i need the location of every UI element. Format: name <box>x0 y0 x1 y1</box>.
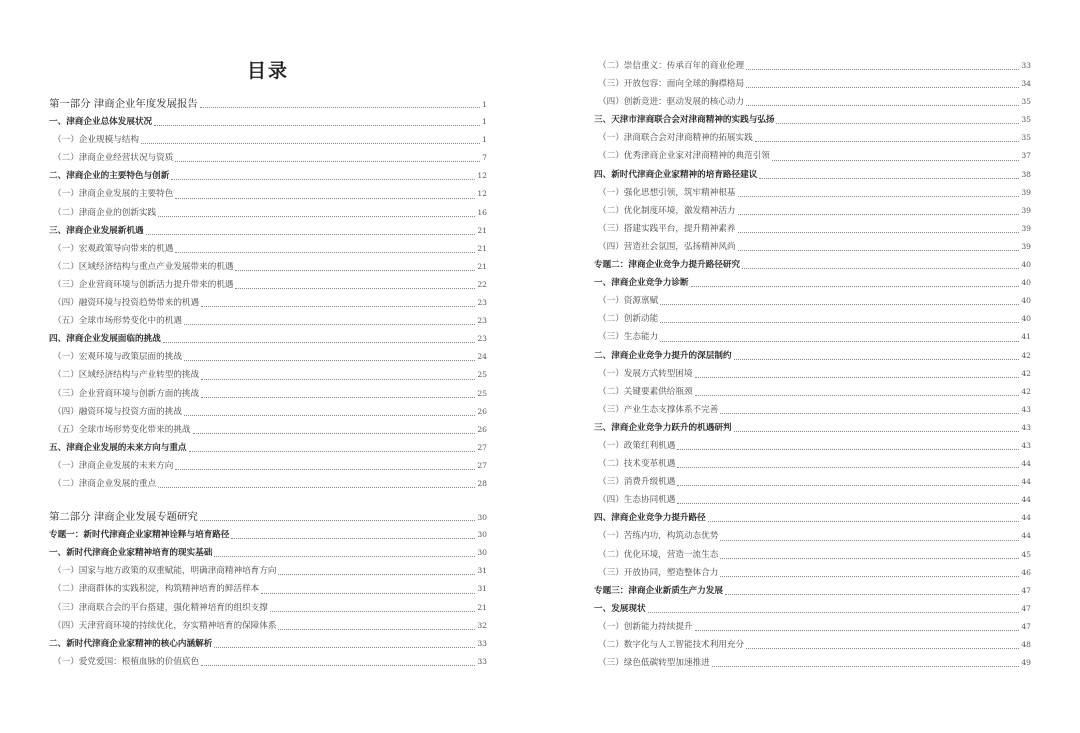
toc-entry-page: 1 <box>482 135 487 145</box>
toc-entry-page: 12 <box>477 189 487 199</box>
toc-entry-label: （五）全球市场形势变化中的机遇 <box>53 316 182 327</box>
toc-entry[interactable] <box>594 509 1031 527</box>
toc-entry-page: 40 <box>1021 296 1031 306</box>
toc-entry[interactable] <box>49 276 487 294</box>
toc-entry[interactable] <box>594 527 1031 545</box>
toc-entry-label: 三、天津市津商联合会对津商精神的实践与弘扬 <box>594 115 775 126</box>
dot-leader <box>231 537 475 539</box>
dot-leader <box>175 160 480 162</box>
toc-entry-page: 33 <box>477 638 487 648</box>
dot-leader <box>677 502 1019 504</box>
toc-entry-page: 30 <box>477 513 487 523</box>
toc-entry-page: 23 <box>477 316 487 326</box>
toc-entry[interactable] <box>49 457 487 475</box>
dot-leader <box>261 592 475 594</box>
toc-entry-label: 专题二：津商企业竞争力提升路径研究 <box>594 260 741 271</box>
toc-entry-page: 43 <box>1021 404 1031 414</box>
toc-entry-page: 31 <box>477 566 487 576</box>
dot-leader <box>695 376 1020 378</box>
dot-leader <box>189 450 476 452</box>
toc-entry-label: （二）津商群体的实践积淀，构筑精神培育的鲜活样本 <box>53 584 260 595</box>
dot-leader <box>738 195 1020 197</box>
dot-leader <box>154 124 480 126</box>
toc-entry[interactable] <box>49 294 487 312</box>
toc-entry[interactable] <box>594 564 1031 582</box>
toc-entry-page: 32 <box>477 620 487 630</box>
dot-leader <box>193 432 476 434</box>
toc-entry[interactable] <box>49 95 487 113</box>
toc-entry-page: 45 <box>1021 549 1031 559</box>
dot-leader <box>184 359 475 361</box>
dot-leader <box>201 305 475 307</box>
toc-entry[interactable] <box>49 599 487 617</box>
toc-entry-page: 42 <box>1021 350 1031 360</box>
toc-entry[interactable] <box>594 166 1031 184</box>
dot-leader <box>738 231 1020 233</box>
toc-entry[interactable] <box>49 617 487 635</box>
dot-leader <box>201 396 475 398</box>
dot-leader <box>695 629 1020 631</box>
toc-entry[interactable] <box>49 258 487 276</box>
toc-entry-label: （四）融资环境与投资方面的挑战 <box>53 406 182 417</box>
toc-entry[interactable] <box>594 292 1031 310</box>
dot-leader <box>184 323 475 325</box>
toc-entry[interactable] <box>594 473 1031 491</box>
toc-entry-label: 四、津商企业竞争力提升路径 <box>594 513 706 524</box>
toc-entry-page: 41 <box>1021 332 1031 342</box>
dot-leader <box>201 378 475 380</box>
dot-leader <box>677 484 1019 486</box>
toc-entry[interactable] <box>594 437 1031 455</box>
toc-entry-page: 16 <box>477 207 487 217</box>
toc-entry-label: （二）优化环境，营造一流生态 <box>598 549 719 560</box>
toc-entry-page: 33 <box>1021 61 1031 70</box>
toc-entry-page: 48 <box>1021 640 1031 649</box>
toc-entry-label: （二）创新动能 <box>598 314 659 325</box>
dot-leader <box>720 575 1019 577</box>
toc-entry-label: （三）绿色低碳转型加速推进 <box>598 658 710 669</box>
toc-entry-page: 30 <box>477 548 487 558</box>
toc-entry-label: （一）爱党爱国：根植血脉的价值底色 <box>53 656 200 667</box>
dot-leader <box>746 104 1019 106</box>
toc-entry-label: 一、津商企业总体发展状况 <box>49 117 153 128</box>
dot-leader <box>677 466 1019 468</box>
dot-leader <box>708 520 1020 522</box>
toc-entry-label: （二）崇信重义：传承百年的商业伦理 <box>598 61 745 71</box>
toc-entry[interactable] <box>49 475 487 493</box>
toc-entry[interactable] <box>594 401 1031 419</box>
dot-leader <box>201 664 475 666</box>
toc-entry-page: 39 <box>1021 205 1031 215</box>
toc-entry[interactable] <box>594 111 1031 129</box>
toc-entry-page: 27 <box>477 460 487 470</box>
dot-leader <box>746 86 1019 88</box>
toc-entry[interactable] <box>49 385 487 403</box>
toc-entry-page: 38 <box>1021 169 1031 179</box>
dot-leader <box>734 430 1020 432</box>
toc-entry-page: 40 <box>1021 278 1031 288</box>
toc-entry-label: （一）宏观环境与政策层面的挑战 <box>53 352 182 363</box>
dot-leader <box>734 358 1020 360</box>
toc-entry-page: 31 <box>477 584 487 594</box>
toc-entry-page: 44 <box>1021 459 1031 469</box>
dot-leader <box>278 573 475 575</box>
toc-entry-label: （三）消费升级机遇 <box>598 477 676 488</box>
toc-entry-page: 43 <box>1021 422 1031 432</box>
toc-entry[interactable] <box>49 508 487 526</box>
dot-leader <box>175 468 475 470</box>
toc-entry-page: 25 <box>477 388 487 398</box>
toc-entry[interactable] <box>594 419 1031 437</box>
toc-entry[interactable] <box>49 439 487 457</box>
toc-entry-label: （三）搭建实践平台，提升精神素养 <box>598 223 736 234</box>
toc-entry-label: （二）关键要素供给瓶颈 <box>598 386 693 397</box>
toc-entry-page: 39 <box>1021 187 1031 197</box>
toc-entry-label: （四）融资环境与投资趋势带来的机遇 <box>53 298 200 309</box>
toc-entry-page: 37 <box>1021 151 1031 161</box>
toc-entry-page: 47 <box>1021 603 1031 613</box>
toc-entry[interactable] <box>49 204 487 222</box>
toc-entry-label: （四）生态协同机遇 <box>598 495 676 506</box>
dot-leader <box>270 610 475 612</box>
toc-list-left <box>49 95 487 671</box>
dot-leader <box>175 197 475 199</box>
toc-entry[interactable] <box>49 348 487 366</box>
toc-list-right <box>594 57 1031 672</box>
toc-entry-label: 二、津商企业的主要特色与创新 <box>49 171 170 182</box>
dot-leader <box>214 555 475 557</box>
toc-entry[interactable] <box>594 202 1031 220</box>
toc-entry-label: （三）开放包容：面向全球的胸襟格局 <box>598 79 745 90</box>
dot-leader <box>184 414 475 416</box>
toc-entry-label: （三）开放协同，塑造整体合力 <box>598 567 719 578</box>
toc-entry-page: 23 <box>477 298 487 308</box>
toc-entry-label: 专题一：新时代津商企业家精神诠释与培育路径 <box>49 530 230 541</box>
toc-entry-page: 27 <box>477 442 487 452</box>
toc-entry-label: （一）津商企业发展的未来方向 <box>53 460 174 471</box>
toc-entry[interactable] <box>49 403 487 421</box>
toc-entry-label: 四、新时代津商企业家精神的培育路径建议 <box>594 169 758 180</box>
toc-entry[interactable] <box>49 421 487 439</box>
toc-entry[interactable] <box>594 600 1031 618</box>
toc-entry-page: 21 <box>477 261 487 271</box>
toc-entry-label: （一）企业规模与结构 <box>53 135 139 146</box>
toc-entry[interactable] <box>49 131 487 149</box>
toc-entry[interactable] <box>594 383 1031 401</box>
toc-entry-page: 44 <box>1021 495 1031 505</box>
toc-entry-label: （一）宏观政策导向带来的机遇 <box>53 243 174 254</box>
toc-entry-page: 35 <box>1021 133 1031 143</box>
toc-entry-page: 21 <box>477 225 487 235</box>
toc-entry-label: （一）津商联合会对津商精神的拓展实践 <box>598 133 753 144</box>
toc-entry-label: 一、津商企业竞争力诊断 <box>594 278 689 289</box>
toc-entry-label: （三）产业生态支撑体系不完善 <box>598 404 719 415</box>
toc-entry-label: 专题三：津商企业新质生产力发展 <box>594 585 723 596</box>
toc-entry[interactable] <box>594 274 1031 292</box>
toc-entry-label: 第二部分 津商企业发展专题研究 <box>49 511 198 524</box>
toc-entry-label: （二）数字化与人工智能技术利用充分 <box>598 640 745 650</box>
toc-entry[interactable] <box>594 582 1031 600</box>
dot-leader <box>200 519 476 521</box>
toc-entry[interactable] <box>49 149 487 167</box>
toc-entry-label: （三）生态能力 <box>598 332 659 343</box>
toc-entry-label: 二、津商企业竞争力提升的深层制约 <box>594 350 732 361</box>
toc-entry-label: （二）津商企业经营状况与资质 <box>53 153 174 164</box>
toc-entry-page: 21 <box>477 243 487 253</box>
dot-leader <box>278 628 475 630</box>
toc-entry-label: （二）津商企业的创新实践 <box>53 207 157 218</box>
toc-entry-label: （五）全球市场形势变化带来的挑战 <box>53 424 191 435</box>
toc-entry[interactable] <box>49 185 487 203</box>
dot-leader <box>695 394 1020 396</box>
page-title: 目录 <box>246 60 289 82</box>
toc-entry-label: 二、新时代津商企业家精神的核心内涵解析 <box>49 638 213 649</box>
dot-leader <box>691 285 1020 287</box>
dot-leader <box>677 448 1019 450</box>
toc-entry-page: 25 <box>477 370 487 380</box>
toc-entry-label: （二）区域经济结构与重点产业发展带来的机遇 <box>53 261 234 272</box>
toc-entry-page: 12 <box>477 171 487 181</box>
dot-leader <box>158 486 475 488</box>
toc-entry[interactable] <box>49 526 487 544</box>
toc-entry[interactable] <box>594 636 1031 654</box>
toc-entry-page: 42 <box>1021 368 1031 378</box>
toc-entry-label: （三）企业营商环境与创新活力提升带来的机遇 <box>53 279 234 290</box>
toc-entry[interactable] <box>594 310 1031 328</box>
toc-entry-page: 44 <box>1021 531 1031 541</box>
toc-entry[interactable] <box>594 328 1031 346</box>
dot-leader <box>720 539 1019 541</box>
toc-entry[interactable] <box>594 129 1031 147</box>
toc-entry-label: （一）资源禀赋 <box>598 296 659 307</box>
dot-leader <box>158 215 475 217</box>
toc-entry-label: （二）优化制度环境，激发精神活力 <box>598 205 736 216</box>
toc-entry-page: 24 <box>477 352 487 362</box>
dot-leader <box>725 593 1019 595</box>
toc-entry-page: 35 <box>1021 115 1031 125</box>
dot-leader <box>141 142 480 144</box>
toc-entry-label: （四）创新竞进：驱动发展的核心动力 <box>598 97 745 108</box>
dot-leader <box>660 340 1019 342</box>
toc-entry-label: （一）发展方式转型困境 <box>598 368 693 379</box>
toc-entry[interactable] <box>594 546 1031 564</box>
toc-entry-page: 46 <box>1021 567 1031 577</box>
dot-leader <box>648 611 1020 613</box>
dot-leader <box>772 159 1019 161</box>
toc-entry[interactable] <box>594 618 1031 636</box>
toc-entry-page: 44 <box>1021 513 1031 523</box>
toc-entry-page: 1 <box>482 117 487 127</box>
toc-entry[interactable] <box>49 635 487 653</box>
toc-entry-page: 1 <box>482 100 487 109</box>
toc-entry-page: 33 <box>477 656 487 666</box>
dot-leader <box>235 287 475 289</box>
toc-entry-label: （一）创新能力持续提升 <box>598 621 693 632</box>
toc-entry[interactable] <box>49 580 487 598</box>
dot-leader <box>163 341 476 343</box>
toc-entry-label: （四）营造社会氛围，弘扬精神风尚 <box>598 241 736 252</box>
toc-entry[interactable] <box>594 347 1031 365</box>
toc-entry-page: 47 <box>1021 621 1031 631</box>
toc-entry[interactable] <box>594 57 1031 75</box>
toc-entry-label: 五、津商企业发展的未来方向与重点 <box>49 442 187 453</box>
toc-entry-page: 34 <box>1021 79 1031 89</box>
toc-entry-page: 26 <box>477 424 487 434</box>
toc-entry-page: 43 <box>1021 440 1031 450</box>
toc-entry[interactable] <box>594 93 1031 111</box>
toc-entry[interactable] <box>594 184 1031 202</box>
dot-leader <box>214 646 475 648</box>
dot-leader <box>660 321 1019 323</box>
dot-leader <box>738 249 1020 251</box>
toc-entry-label: 一、发展现状 <box>594 603 646 614</box>
toc-entry-page: 40 <box>1021 314 1031 324</box>
toc-entry-page: 7 <box>482 153 487 163</box>
toc-entry-label: （一）政策红利机遇 <box>598 440 676 451</box>
toc-entry[interactable] <box>594 75 1031 93</box>
toc-entry-label: 三、津商企业竞争力跃升的机遇研判 <box>594 422 732 433</box>
dot-leader <box>146 233 476 235</box>
dot-leader <box>171 178 475 180</box>
toc-entry-label: （二）优秀津商企业家对津商精神的典范引领 <box>598 151 770 162</box>
toc-entry-page: 49 <box>1021 658 1031 668</box>
toc-entry[interactable] <box>49 330 487 348</box>
dot-leader <box>755 140 1020 142</box>
toc-entry-label: 四、津商企业发展面临的挑战 <box>49 334 161 345</box>
toc-entry-page: 22 <box>477 279 487 289</box>
toc-entry-page: 47 <box>1021 585 1031 595</box>
toc-entry[interactable] <box>594 256 1031 274</box>
toc-entry[interactable] <box>594 491 1031 509</box>
dot-leader <box>776 122 1019 124</box>
dot-leader <box>720 412 1019 414</box>
toc-entry-page: 21 <box>477 602 487 612</box>
toc-entry-label: （一）津商企业发展的主要特色 <box>53 189 174 200</box>
toc-entry[interactable] <box>594 365 1031 383</box>
toc-entry-label: 一、新时代津商企业家精神培育的现实基础 <box>49 548 213 559</box>
toc-entry[interactable] <box>594 455 1031 473</box>
toc-entry-label: （四）天津营商环境的持续优化，夯实精神培育的保障体系 <box>53 620 277 631</box>
dot-leader <box>759 177 1019 179</box>
toc-entry-label: 第一部分 津商企业年度发展报告 <box>49 98 198 110</box>
toc-entry-page: 23 <box>477 334 487 344</box>
dot-leader <box>175 251 475 253</box>
toc-entry-label: （一）国家与地方政策的双重赋能，明确津商精神培育方向 <box>53 566 277 577</box>
toc-entry-page: 44 <box>1021 477 1031 487</box>
toc-entry-label: （二）津商企业发展的重点 <box>53 478 157 489</box>
dot-leader <box>660 303 1019 305</box>
toc-entry-label: （二）技术变革机遇 <box>598 459 676 470</box>
toc-entry[interactable] <box>49 113 487 131</box>
toc-entry-page: 26 <box>477 406 487 416</box>
toc-entry-page: 30 <box>477 530 487 540</box>
toc-entry[interactable] <box>49 240 487 258</box>
dot-leader <box>746 647 1019 649</box>
toc-entry[interactable] <box>49 562 487 580</box>
dot-leader <box>742 267 1019 269</box>
toc-entry-label: （一）强化思想引领，筑牢精神根基 <box>598 187 736 198</box>
toc-entry[interactable] <box>594 654 1031 672</box>
toc-entry-label: 三、津商企业发展新机遇 <box>49 225 144 236</box>
toc-entry-label: （三）津商联合会的平台搭建，强化精神培育的组织支撑 <box>53 602 268 613</box>
toc-entry-page: 28 <box>477 478 487 488</box>
dot-leader <box>712 665 1020 667</box>
toc-entry[interactable] <box>49 653 487 671</box>
toc-entry-label: （三）企业营商环境与创新方面的挑战 <box>53 388 200 399</box>
toc-entry[interactable] <box>49 222 487 240</box>
toc-entry-label: （一）苦练内功，构筑动态优势 <box>598 531 719 542</box>
toc-entry[interactable] <box>594 147 1031 165</box>
toc-entry[interactable] <box>594 238 1031 256</box>
dot-leader <box>720 557 1019 559</box>
dot-leader <box>738 213 1020 215</box>
dot-leader <box>200 106 480 108</box>
dot-leader <box>235 269 475 271</box>
toc-entry[interactable] <box>49 366 487 384</box>
toc-entry-page: 42 <box>1021 386 1031 396</box>
toc-entry[interactable] <box>49 312 487 330</box>
toc-entry-label: （二）区域经济结构与产业转型的挑战 <box>53 370 200 381</box>
toc-entry-page: 39 <box>1021 241 1031 251</box>
toc-entry-page: 39 <box>1021 223 1031 233</box>
dot-leader <box>746 68 1019 70</box>
toc-entry[interactable] <box>594 220 1031 238</box>
toc-entry[interactable] <box>49 167 487 185</box>
toc-entry-page: 35 <box>1021 97 1031 107</box>
toc-entry-page: 40 <box>1021 260 1031 270</box>
toc-entry[interactable] <box>49 544 487 562</box>
